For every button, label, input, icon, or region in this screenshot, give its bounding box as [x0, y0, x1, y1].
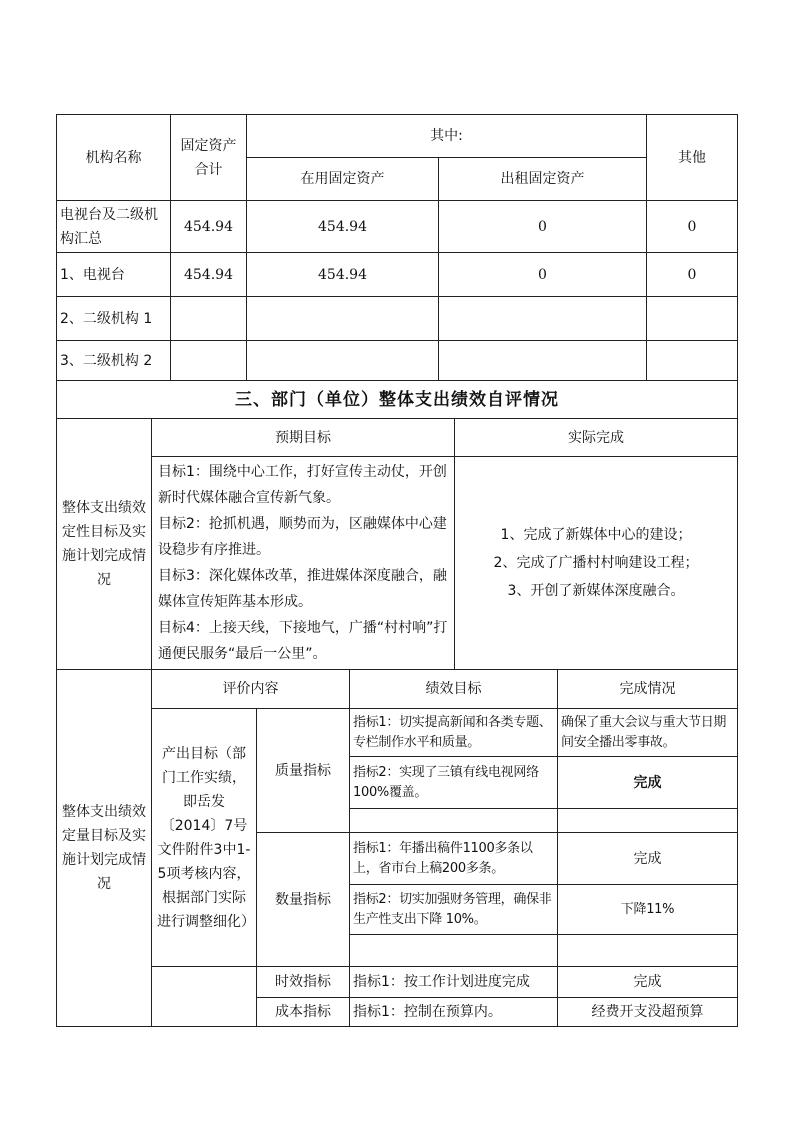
actual-completion-header: 实际完成: [454, 418, 738, 457]
actual-item: 2、完成了广播村村响建设工程；: [493, 555, 699, 571]
perf-target-header: 绩效目标: [349, 669, 558, 709]
quality-status-3: [557, 808, 738, 833]
actual-item: 3、开创了新媒体深度融合。: [507, 583, 685, 599]
row-in-use: [246, 340, 439, 381]
eval-content-header: 评价内容: [151, 669, 350, 709]
row-total: [170, 340, 247, 381]
header-fixed-total: 固定资产合计: [170, 114, 247, 201]
header-of-which: 其中:: [246, 114, 647, 158]
header-org-name: 机构名称: [56, 114, 171, 201]
cost-indicator-label: 成本指标: [256, 997, 350, 1027]
completion-status-header: 完成情况: [557, 669, 738, 709]
row-other: 0: [646, 200, 738, 253]
row-rented: [438, 296, 647, 341]
timeliness-target: 指标1：按工作计划进度完成: [349, 966, 558, 998]
goal-item: 目标2：抢抓机遇，顺势而为，区融媒体中心建设稳步有序推进。: [158, 516, 447, 558]
actual-completion-list: [454, 456, 738, 670]
row-in-use: 454.94: [246, 200, 439, 253]
output-target-label: 产出目标（部门工作实绩，即岳发〔2014〕7号文件附件3中1-5项考核内容，根据部门实际进行调整细化）: [151, 708, 257, 967]
quality-target-1: 指标1：切实提高新闻和各类专题、专栏制作水平和质量。: [349, 708, 558, 757]
row-rented: 0: [438, 252, 647, 297]
header-rented-out: 出租固定资产: [438, 157, 647, 201]
row-other: 0: [646, 252, 738, 297]
row-total: 454.94: [170, 200, 247, 253]
row-rented: [438, 340, 647, 381]
quantity-status-3: [557, 934, 738, 967]
quantity-status-1: 完成: [557, 832, 738, 885]
quantity-status-2: 下降11%: [557, 884, 738, 935]
quality-target-2: 指标2：实现了三镇有线电视网络100%覆盖。: [349, 756, 558, 809]
quantity-target-1: 指标1：年播出稿件1100多条以上，省市台上稿200多条。: [349, 832, 558, 885]
empty-output-cell: [151, 966, 257, 1027]
quality-indicator-label: 质量指标: [256, 708, 350, 833]
timeliness-indicator-label: 时效指标: [256, 966, 350, 998]
expected-goals-header: 预期目标: [151, 418, 455, 457]
qualitative-label: 整体支出绩效定性目标及实施计划完成情况: [56, 418, 152, 670]
row-other: [646, 296, 738, 341]
row-name: 1、电视台: [56, 252, 171, 297]
header-in-use: 在用固定资产: [246, 157, 439, 201]
row-total: 454.94: [170, 252, 247, 297]
actual-item: 1、完成了新媒体中心的建设；: [500, 527, 692, 543]
row-name: 3、二级机构 2: [56, 340, 171, 381]
cost-target: 指标1：控制在预算内。: [349, 997, 558, 1027]
row-name: 电视台及二级机构汇总: [56, 200, 171, 253]
goal-item: 目标1：围绕中心工作，打好宣传主动仗，开创新时代媒体融合宣传新气象。: [158, 464, 447, 506]
row-other: [646, 340, 738, 381]
row-in-use: 454.94: [246, 252, 439, 297]
timeliness-status: 完成: [557, 966, 738, 998]
row-rented: 0: [438, 200, 647, 253]
quality-status-2: 完成: [557, 756, 738, 809]
quantity-indicator-label: 数量指标: [256, 832, 350, 967]
section-title: 三、部门（单位）整体支出绩效自评情况: [56, 380, 738, 419]
header-other: 其他: [646, 114, 738, 201]
cost-status: 经费开支没超预算: [557, 997, 738, 1027]
quantity-target-2: 指标2：切实加强财务管理，确保非生产性支出下降 10%。: [349, 884, 558, 935]
goal-item: 目标4：上接天线，下接地气，广播“村村响”打通便民服务“最后一公里”。: [158, 620, 448, 662]
row-total: [170, 296, 247, 341]
row-name: 2、二级机构 1: [56, 296, 171, 341]
goal-item: 目标3：深化媒体改革，推进媒体深度融合，融媒体宣传矩阵基本形成。: [158, 568, 447, 610]
expected-goals-list: [151, 456, 455, 670]
quality-status-1: 确保了重大会议与重大节日期间安全播出零事故。: [557, 708, 738, 757]
quantitative-label: 整体支出绩效定量目标及实施计划完成情况: [56, 669, 152, 1027]
quality-target-3: [349, 808, 558, 833]
row-in-use: [246, 296, 439, 341]
quantity-target-3: [349, 934, 558, 967]
